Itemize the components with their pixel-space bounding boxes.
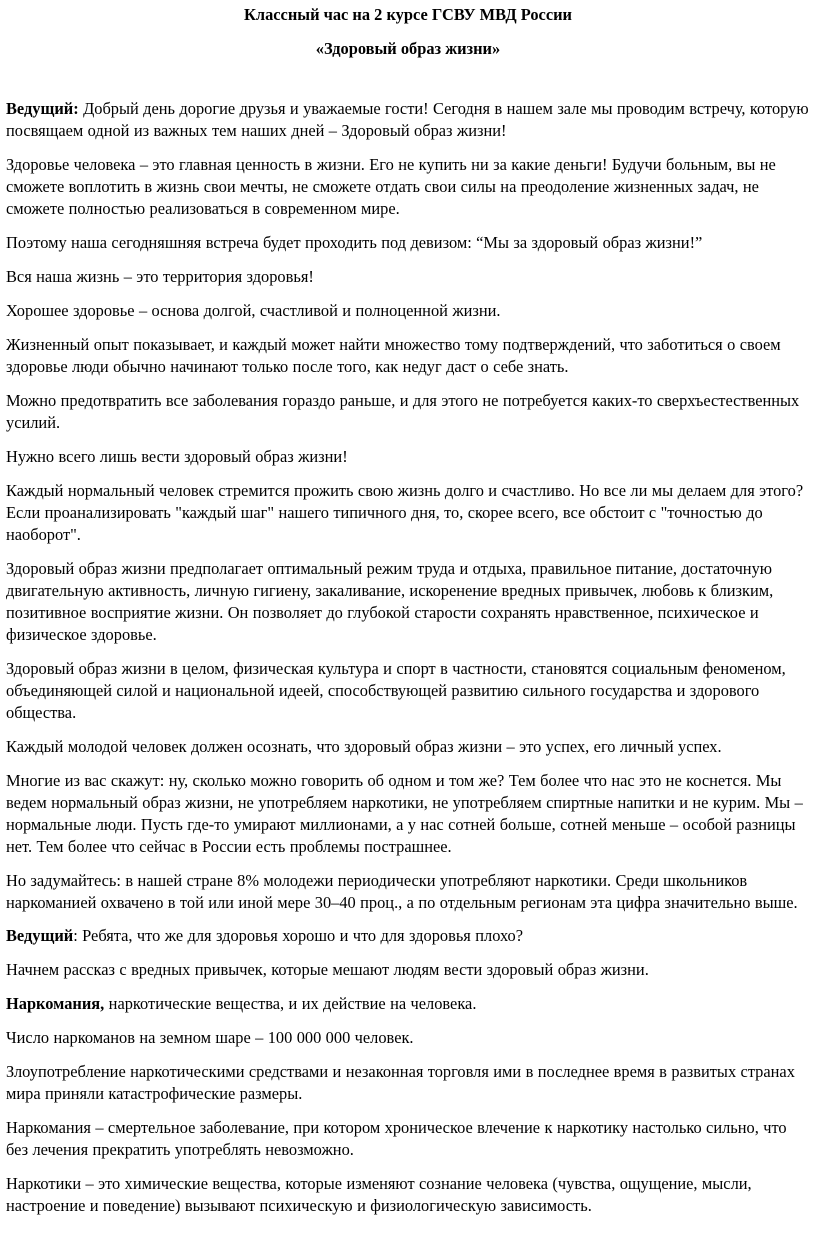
paragraph-text: Можно предотвратить все заболевания гораздо раньше, и для этого не потребуется каких-то сверхъестественных усилий. [6, 391, 800, 432]
paragraph [6, 925, 812, 947]
document-body [6, 98, 812, 1229]
paragraph-text: Здоровый образ жизни в целом, физическая культура и спорт в частности, становятся социальным феноменом, объединяющей силой и национальной идеей, способствующей развитию сильного государства и здорового общества. [6, 659, 786, 722]
paragraph-text: Наркомания – смертельное заболевание, при котором хроническое влечение к наркотику настолько сильно, что без лечения прекратить употреблять невозможно. [6, 1118, 787, 1159]
paragraph-text: Поэтому наша сегодняшняя встреча будет проходить под девизом: “Мы за здоровый образ жизни!” [6, 233, 703, 252]
paragraph-text: Многие из вас скажут: ну, сколько можно говорить об одном и том же? Тем более что нас это не коснется. Мы ведем нормальный образ жизни, не употребляем наркотики, не употребляем спиртные напитки и не курим. Мы – нормальные люди. Пусть где-то умирают миллионами, а у нас сотней больше, сотней меньше – особой разницы нет. Тем более что сейчас в России есть проблемы пострашнее. [6, 771, 803, 856]
paragraph-text: Здоровье человека – это главная ценность в жизни. Его не купить ни за какие деньги! Будучи больным, вы не сможете воплотить в жизнь свои мечты, не сможете отдать свои силы на преодоление жизненных задач, не сможете полностью реализоваться в современном мире. [6, 155, 776, 218]
paragraph [6, 98, 812, 142]
paragraph [6, 993, 812, 1015]
paragraph [6, 558, 812, 646]
paragraph [6, 1173, 812, 1217]
paragraph-text: Каждый нормальный человек стремится прожить свою жизнь долго и счастливо. Но все ли мы делаем для этого? Если проанализировать "каждый шаг" нашего типичного дня, то, скорее всего, все обстоит с "точностью до наоборот". [6, 481, 804, 544]
paragraph [6, 446, 812, 468]
paragraph-text: наркотические вещества, и их действие на человека. [104, 994, 477, 1013]
paragraph [6, 1061, 812, 1105]
speaker-label: Ведущий: [6, 99, 79, 118]
document-subtitle: «Здоровый образ жизни» [315, 39, 501, 58]
paragraph [6, 959, 812, 981]
paragraph-text: Злоупотребление наркотическими средствами и незаконная торговля ими в последнее время в развитых странах мира приняли катастрофические размеры. [6, 1062, 795, 1103]
paragraph [6, 736, 812, 758]
paragraph-text: Жизненный опыт показывает, и каждый может найти множество тому подтверждений, что заботиться о своем здоровье люди обычно начинают только после того, как недуг даст о себе знать. [6, 335, 781, 376]
paragraph [6, 658, 812, 724]
paragraph-text: Начнем рассказ с вредных привычек, которые мешают людям вести здоровый образ жизни. [6, 960, 649, 979]
paragraph [6, 232, 812, 254]
paragraph [6, 1027, 812, 1049]
paragraph-text: Вся наша жизнь – это территория здоровья! [6, 267, 314, 286]
paragraph-text: Но задумайтесь: в нашей стране 8% молодежи периодически употребляют наркотики. Среди школьников наркоманией охвачено в той или иной мере 30–40 проц., а по отдельным регионам эта цифра значительно выше. [6, 871, 798, 912]
paragraph-text: Каждый молодой человек должен осознать, что здоровый образ жизни – это успех, его личный успех. [6, 737, 722, 756]
section-label: Наркомания, [6, 994, 105, 1013]
paragraph-text: Наркотики – это химические вещества, которые изменяют сознание человека (чувства, ощущение, мысли, настроение и поведение) вызывают психическую и физиологическую зависимость. [6, 1174, 752, 1215]
paragraph [6, 334, 812, 378]
paragraph-text: Хорошее здоровье – основа долгой, счастливой и полноценной жизни. [6, 301, 501, 320]
document-title: Классный час на 2 курсе ГСВУ МВД России [244, 5, 572, 24]
paragraph [6, 870, 812, 914]
paragraph-text: Число наркоманов на земном шаре – 100 000 000 человек. [6, 1028, 414, 1047]
paragraph [6, 266, 812, 288]
paragraph [6, 390, 812, 434]
paragraph-text: Здоровый образ жизни предполагает оптимальный режим труда и отдыха, правильное питание, достаточную двигательную активность, личную гигиену, закаливание, искоренение вредных привычек, любовь к близким, позитивное восприятие жизни. Он позволяет до глубокой старости сохранять нравственное, психическое и физическое здоровье. [6, 559, 774, 644]
paragraph-text: : Ребята, что же для здоровья хорошо и что для здоровья плохо? [73, 926, 524, 945]
paragraph [6, 154, 812, 220]
paragraph [6, 300, 812, 322]
paragraph-text: Нужно всего лишь вести здоровый образ жизни! [6, 447, 348, 466]
speaker-label: Ведущий [6, 926, 74, 945]
paragraph [6, 770, 812, 858]
paragraph [6, 480, 812, 546]
paragraph [6, 1117, 812, 1161]
paragraph-text: Добрый день дорогие друзья и уважаемые гости! Сегодня в нашем зале мы проводим встречу, которую посвящаем одной из важных тем наших дней – Здоровый образ жизни! [6, 99, 809, 140]
